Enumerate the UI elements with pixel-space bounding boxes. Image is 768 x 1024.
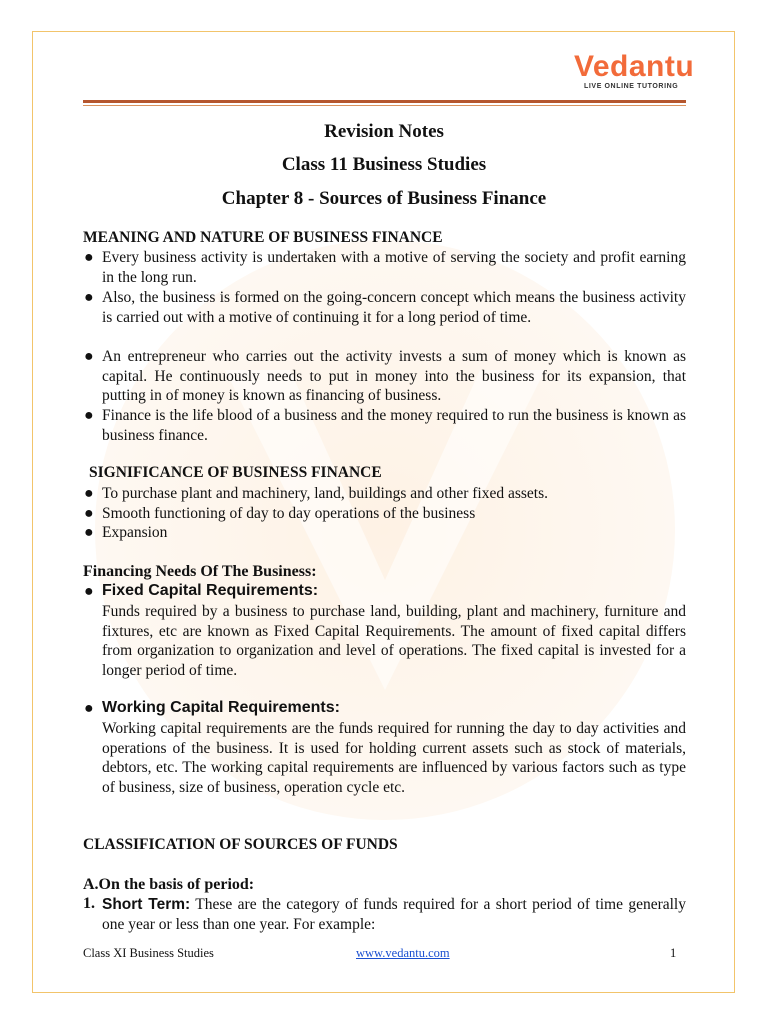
- list-item: Expansion: [102, 524, 168, 541]
- financing-needs-heading: Financing Needs Of The Business:: [83, 563, 317, 580]
- bullet-icon: ●: [84, 289, 94, 306]
- list-item: An entrepreneur who carries out the activity invests a sum of money which is known as capital. He continuously needs to put in money into the business for its expansion, that putting in of money is known as financing of business.: [102, 348, 686, 404]
- logo-tagline: LIVE ONLINE TUTORING: [584, 83, 679, 90]
- list-item: Every business activity is undertaken with a motive of serving the society and profit earning in the long run.: [102, 249, 686, 286]
- short-term-text: These are the category of funds required for a short period of time generally one year or less than one year. For example:: [102, 896, 686, 933]
- list-item: Also, the business is formed on the going-concern concept which means the business activity is carried out with a motive of continuing it for a long period of time.: [102, 289, 686, 326]
- period-basis-heading: A.On the basis of period:: [83, 876, 255, 893]
- working-capital-heading: Working Capital Requirements:: [102, 699, 340, 716]
- bullet-icon: ●: [84, 524, 94, 541]
- short-term-item: [102, 895, 686, 934]
- short-term-label: Short Term:: [102, 896, 191, 913]
- bullet-icon: ●: [84, 348, 94, 365]
- working-capital-text: Working capital requirements are the funds required for running the day to day activities and operations of the business. It is used for holding current assets such as stock of materials, debtors, etc. The working capital requirements are influenced by various factors such as type of business, size of business, operation cycle etc.: [102, 720, 686, 796]
- page-number: 1: [670, 946, 677, 960]
- bullet-icon: ●: [84, 583, 94, 600]
- header-rule: [83, 100, 686, 103]
- vedantu-logo[interactable]: [574, 50, 698, 92]
- list-item: Finance is the life blood of a business and the money required to run the business is known as business finance.: [102, 407, 686, 444]
- doc-title: Revision Notes: [324, 121, 444, 142]
- doc-chapter: Chapter 8 - Sources of Business Finance: [221, 188, 547, 209]
- fixed-capital-heading: Fixed Capital Requirements:: [102, 582, 319, 599]
- fixed-capital-text: Funds required by a business to purchase land, building, plant and machinery, furniture and fixtures, etc are known as Fixed Capital Requirements. The amount of fixed capital differs from organization to organization and level of operations. The fixed capital is invested for a longer period of time.: [102, 603, 686, 679]
- bullet-icon: ●: [84, 505, 94, 522]
- bullet-icon: ●: [84, 407, 94, 424]
- doc-class: Class 11 Business Studies: [281, 154, 487, 175]
- bullet-icon: ●: [84, 485, 94, 502]
- bullet-icon: ●: [84, 249, 94, 266]
- item-number: 1.: [83, 895, 95, 912]
- logo-wordmark: Vedantu: [574, 50, 695, 83]
- header-rule-thin: [83, 105, 686, 106]
- footer-website-link[interactable]: www.vedantu.com: [356, 946, 450, 960]
- list-item: To purchase plant and machinery, land, buildings and other fixed assets.: [102, 485, 548, 502]
- classification-heading: CLASSIFICATION OF SOURCES OF FUNDS: [83, 836, 398, 853]
- footer-course: Class XI Business Studies: [83, 946, 214, 960]
- section-significance-heading: SIGNIFICANCE OF BUSINESS FINANCE: [89, 464, 382, 481]
- list-item: Smooth functioning of day to day operations of the business: [102, 505, 476, 522]
- section-meaning-heading: MEANING AND NATURE OF BUSINESS FINANCE: [83, 229, 443, 246]
- bullet-icon: ●: [84, 700, 94, 717]
